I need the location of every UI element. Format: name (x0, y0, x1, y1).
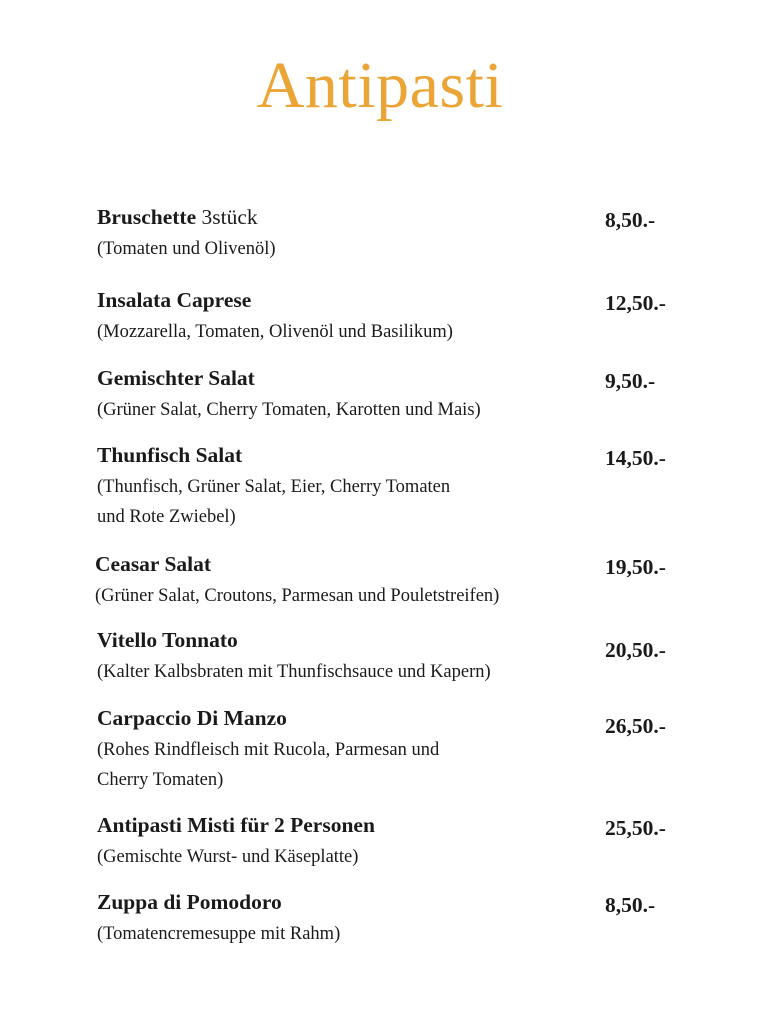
item-name: Thunfisch Salat (97, 443, 243, 467)
item-name: Insalata Caprese (97, 288, 252, 312)
item-price: 20,50.- (605, 638, 666, 662)
item-description: (Gemischte Wurst- und Käseplatte) (97, 847, 359, 867)
item-price: 12,50.- (605, 291, 666, 315)
item-name: Zuppa di Pomodoro (97, 890, 282, 914)
item-name: Bruschette 3stück (97, 205, 258, 229)
item-description: (Grüner Salat, Cherry Tomaten, Karotten und Mais) (97, 400, 481, 420)
menu-item-gemischter-salat (97, 364, 687, 425)
menu-item-thunfisch-salat (97, 441, 687, 532)
item-description: (Tomatencremesuppe mit Rahm) (97, 924, 341, 944)
item-name: Carpaccio Di Manzo (97, 706, 287, 730)
item-name: Antipasti Misti für 2 Personen (97, 813, 375, 837)
menu-item-antipasti-misti (97, 811, 687, 872)
item-description: (Rohes Rindfleisch mit Rucola, Parmesan und (97, 740, 440, 760)
item-description: (Kalter Kalbsbraten mit Thunfischsauce und Kapern) (97, 662, 491, 682)
item-description-line2: Cherry Tomaten) (97, 770, 224, 790)
menu-item-carpaccio-di-manzo (97, 704, 687, 795)
item-price: 8,50.- (605, 893, 656, 917)
item-description: (Mozzarella, Tomaten, Olivenöl und Basilikum) (97, 322, 453, 342)
menu-item-ceasar-salat (95, 550, 685, 611)
item-price: 9,50.- (605, 369, 656, 393)
item-description-line2: und Rote Zwiebel) (97, 507, 236, 527)
item-price: 19,50.- (605, 555, 666, 579)
item-price: 26,50.- (605, 714, 666, 738)
item-description: (Tomaten und Olivenöl) (97, 239, 276, 259)
item-name: Gemischter Salat (97, 366, 255, 390)
menu-item-bruschette (97, 203, 687, 264)
item-name: Ceasar Salat (95, 552, 212, 576)
item-price: 14,50.- (605, 446, 666, 470)
menu-item-vitello-tonnato (97, 626, 687, 687)
item-price: 25,50.- (605, 816, 666, 840)
page-title: Antipasti (256, 49, 504, 122)
menu-item-insalata-caprese (97, 286, 687, 347)
item-name-suffix: 3stück (196, 205, 258, 229)
item-description: (Grüner Salat, Croutons, Parmesan und Pouletstreifen) (95, 586, 500, 606)
menu-item-zuppa-di-pomodoro (97, 888, 687, 949)
item-name: Vitello Tonnato (97, 628, 238, 652)
item-price: 8,50.- (605, 208, 656, 232)
item-description: (Thunfisch, Grüner Salat, Eier, Cherry Tomaten (97, 477, 451, 497)
